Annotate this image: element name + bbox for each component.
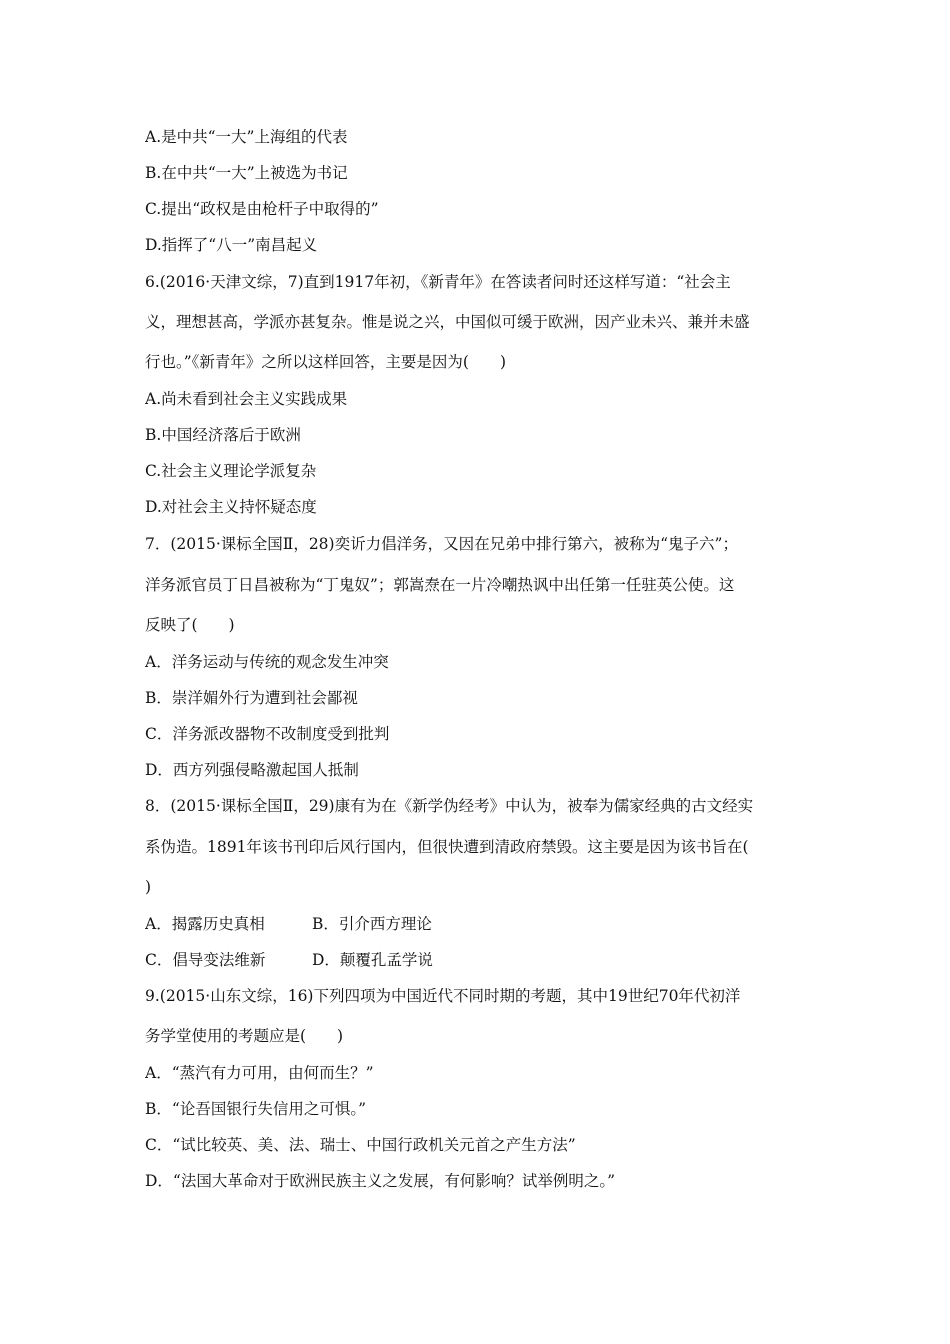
q7-stem-line-2: 洋务派官员丁日昌被称为“丁鬼奴”；郭嵩焘在一片冷嘲热讽中出任第一任驻英公使。这 xyxy=(145,576,735,594)
q7-stem-line-3: 反映了( ) xyxy=(145,616,235,634)
q8-stem-line-3: ) xyxy=(145,878,152,896)
q9-option-a: A．“蒸汽有力可用，由何而生？” xyxy=(145,1064,374,1082)
q9-stem-line-2: 务学堂使用的考题应是( ) xyxy=(145,1027,344,1045)
q5-option-c: C.提出“政权是由枪杆子中取得的” xyxy=(145,200,379,218)
q6-option-b: B.中国经济落后于欧洲 xyxy=(145,426,301,444)
q5-option-a: A.是中共“一大”上海组的代表 xyxy=(145,128,348,146)
q8-option-d: D．颠覆孔孟学说 xyxy=(312,951,433,969)
q8-options-row-2 xyxy=(145,950,815,970)
q8-options-row-1 xyxy=(145,914,815,934)
q8-stem-line-2: 系伪造。1891年该书刊印后风行国内，但很快遭到清政府禁毁。这主要是因为该书旨在( xyxy=(145,838,749,856)
q7-option-a: A．洋务运动与传统的观念发生冲突 xyxy=(145,653,389,671)
q9-option-c: C．“试比较英、美、法、瑞士、中国行政机关元首之产生方法” xyxy=(145,1136,576,1154)
q7-option-b: B．崇洋媚外行为遭到社会鄙视 xyxy=(145,689,358,707)
q7-stem-line-1: 7．(2015·课标全国Ⅱ，28)奕䜣力倡洋务，又因在兄弟中排行第六，被称为“鬼子六”； xyxy=(145,535,738,553)
q6-option-a: A.尚未看到社会主义实践成果 xyxy=(145,390,348,408)
q6-stem-line-1: 6.(2016·天津文综，7)直到1917年初，《新青年》在答读者问时还这样写道：“社会主 xyxy=(145,273,731,291)
q9-stem-line-1: 9.(2015·山东文综，16)下列四项为中国近代不同时期的考题，其中19世纪70年代初洋 xyxy=(145,987,741,1005)
q7-option-d: D．西方列强侵略激起国人抵制 xyxy=(145,761,359,779)
q9-option-b: B．“论吾国银行失信用之可惧。” xyxy=(145,1100,366,1118)
q8-option-a: A．揭露历史真相 xyxy=(145,915,265,933)
q6-stem-line-2: 义，理想甚高，学派亦甚复杂。惟是说之兴，中国似可缓于欧洲，因产业未兴、兼并未盛 xyxy=(145,313,750,331)
q6-option-d: D.对社会主义持怀疑态度 xyxy=(145,498,317,516)
q6-option-c: C.社会主义理论学派复杂 xyxy=(145,462,317,480)
q7-option-c: C．洋务派改器物不改制度受到批判 xyxy=(145,725,390,743)
q6-stem-line-3: 行也。”《新青年》之所以这样回答，主要是因为( ) xyxy=(145,353,507,371)
q9-option-d: D．“法国大革命对于欧洲民族主义之发展，有何影响？试举例明之。” xyxy=(145,1172,616,1190)
q5-option-b: B.在中共“一大”上被选为书记 xyxy=(145,164,348,182)
q8-option-b: B．引介西方理论 xyxy=(312,915,432,933)
q5-option-d: D.指挥了“八一”南昌起义 xyxy=(145,236,318,254)
q8-stem-line-1: 8．(2015·课标全国Ⅱ，29)康有为在《新学伪经考》中认为，被奉为儒家经典的古文经实 xyxy=(145,797,754,815)
q8-option-c: C．倡导变法维新 xyxy=(145,951,266,969)
